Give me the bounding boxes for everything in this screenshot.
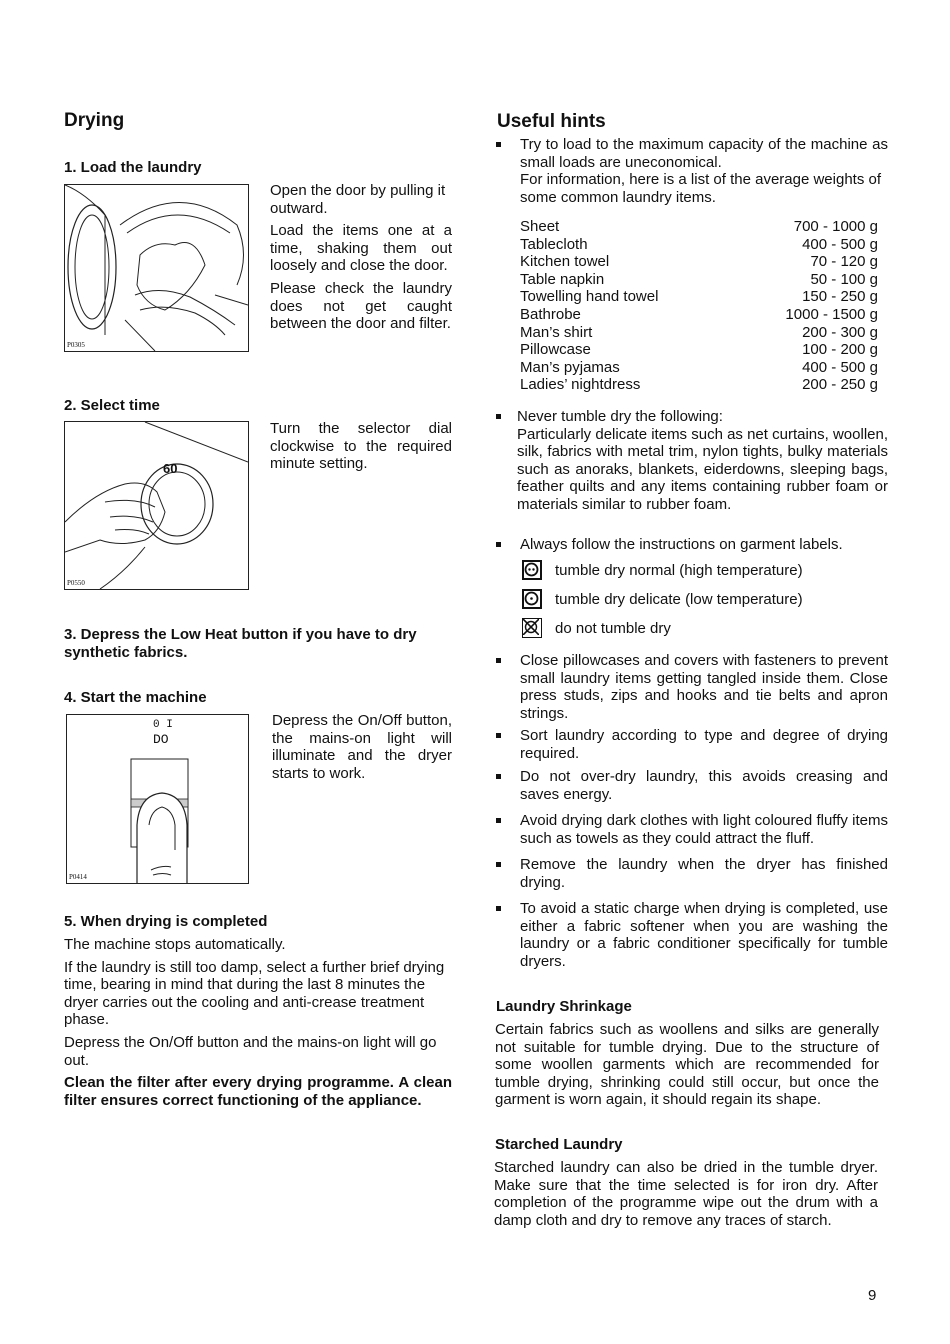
tumble-dry-delicate-icon: [522, 589, 542, 609]
step3-heading: 3. Depress the Low Heat button if you have to dry synthetic fabrics.: [64, 626, 417, 661]
tumble-dry-normal-icon: [522, 560, 542, 580]
load-laundry-illustration: [64, 184, 249, 352]
step1-paragraph: Open the door by pulling it outward.: [270, 182, 446, 217]
hint-text: For information, here is a list of the average weights of some common laundry items.: [520, 171, 882, 206]
weight-row: [520, 341, 878, 359]
bullet: [496, 774, 501, 779]
hint-text: Sort laundry according to type and degree of drying required.: [520, 727, 888, 762]
symbol-label: tumble dry delicate (low temperature): [555, 590, 803, 608]
section-title-drying: Drying: [64, 110, 125, 131]
weight-value: 100 - 200 g: [802, 341, 878, 359]
panel-label-bottom: DO: [153, 732, 169, 747]
step1-text: [270, 182, 452, 333]
selector-dial-illustration: [64, 421, 249, 590]
hint-text: Remove the laundry when the dryer has finished drying.: [520, 856, 888, 891]
weight-row: [520, 236, 878, 254]
weight-row: [520, 288, 878, 306]
weight-row: [520, 324, 878, 342]
step5-paragraph: Depress the On/Off button and the mains-on light will go out.: [64, 1033, 437, 1069]
weight-value: 150 - 250 g: [802, 288, 878, 306]
step1-paragraph: Load the items one at a time, shaking them out loosely and close the door.: [270, 222, 452, 275]
symbol-row: [522, 618, 671, 638]
hint-text: To avoid a static charge when drying is completed, use either a fabric softener when you are washing the laundry or a fabric conditioner specifically for tumble dryers.: [520, 900, 888, 970]
hint-text: Try to load to the maximum capacity of the machine as small loads are uneconomical.: [520, 136, 888, 171]
weight-item: Bathrobe: [520, 305, 581, 323]
weight-item: Table napkin: [520, 270, 605, 288]
filter-note: Clean the filter after every drying programme. A clean filter ensures correct functioning of the appliance.: [64, 1074, 452, 1109]
dial-label: 60: [163, 461, 178, 476]
hint-item: [496, 536, 888, 554]
weight-row: [520, 218, 878, 236]
hint-text: Always follow the instructions on garment labels.: [520, 536, 843, 553]
weight-value: 400 - 500 g: [802, 235, 878, 253]
bullet: [496, 542, 501, 547]
hint-text: Close pillowcases and covers with fasteners to prevent small laundry items getting tangled inside them. Close press studs, zips and hooks and tie belts and apron strings.: [520, 652, 888, 722]
step5-paragraph: If the laundry is still too damp, select a further brief drying time, bearing in mind that during the last 8 minutes the dryer carries out the cooling and anti-crease treatment phase.: [64, 958, 445, 1029]
weight-value: 200 - 300 g: [802, 323, 878, 341]
hint-item: [496, 652, 888, 722]
weight-item: Ladies’ nightdress: [520, 376, 641, 394]
weight-item: Sheet: [520, 218, 560, 235]
step2-text: Turn the selector dial clockwise to the required minute setting.: [270, 420, 452, 473]
hint-item: [496, 900, 888, 970]
step5-heading: 5. When drying is completed: [64, 913, 268, 930]
weight-value: 1000 - 1500 g: [785, 305, 878, 323]
bullet: [496, 733, 501, 738]
weight-value: 50 - 100 g: [810, 270, 878, 288]
weight-item: Kitchen towel: [520, 253, 610, 271]
weight-value: 70 - 120 g: [810, 253, 878, 271]
hint-text: Particularly delicate items such as net curtains, woollen, silk, fabrics with metal trim, nylon tights, bulky materials such as anoraks, blankets, eiderdowns, sleeping bags, feather quilts and any items containing rubber foam or materials similar to rubber foam.: [517, 425, 889, 513]
bullet: [496, 906, 501, 911]
step4-heading: 4. Start the machine: [64, 689, 207, 706]
figure-code: P0305: [67, 341, 85, 349]
hint-item: [496, 408, 888, 514]
hint-item: [496, 136, 888, 206]
symbol-label: tumble dry normal (high temperature): [555, 561, 803, 579]
step5-text: [64, 936, 452, 1109]
weight-row: [520, 359, 878, 377]
shrinkage-text: Certain fabrics such as woollens and silks are generally not suitable for tumble drying. Due to the structure of some woollen garments which are recommended for tumble drying, shrinking could still occur, but once the garment is worn again, it should regain its shape.: [495, 1021, 879, 1109]
step2-heading: 2. Select time: [64, 397, 160, 414]
weight-value: 400 - 500 g: [802, 358, 878, 376]
weight-value: 700 - 1000 g: [793, 218, 878, 235]
on-off-button-illustration: [66, 714, 249, 884]
weight-item: Tablecloth: [520, 235, 588, 253]
weight-item: Pillowcase: [520, 341, 591, 359]
weight-item: Man’s pyjamas: [520, 358, 620, 376]
weight-item: Man’s shirt: [520, 323, 593, 341]
bullet: [496, 414, 501, 419]
step5-paragraph: The machine stops automatically.: [64, 936, 286, 953]
page-number: 9: [868, 1287, 877, 1304]
symbol-row: [522, 589, 803, 609]
do-not-tumble-dry-icon: [522, 618, 542, 638]
panel-label-top: 0 I: [153, 719, 173, 731]
hint-item: [496, 768, 888, 803]
step1-heading: 1. Load the laundry: [64, 159, 202, 176]
starched-text: Starched laundry can also be dried in the tumble dryer. Make sure that the time selected is for iron dry. After completion of the programme wipe out the drum with a damp cloth and dry to remove any traces of starch.: [494, 1159, 878, 1229]
weight-row: [520, 376, 878, 394]
weight-row: [520, 271, 878, 289]
hint-text: Never tumble dry the following:: [517, 408, 723, 425]
bullet: [496, 862, 501, 867]
section-title-useful-hints: Useful hints: [497, 111, 606, 132]
bullet: [496, 142, 501, 147]
hint-text: Avoid drying dark clothes with light coloured fluffy items such as towels as they could attract the fluff.: [520, 812, 888, 847]
laundry-weights-table: [520, 218, 878, 394]
hint-item: [496, 856, 888, 891]
weight-item: Towelling hand towel: [520, 288, 659, 306]
starched-heading: Starched Laundry: [495, 1136, 623, 1153]
step4-text: Depress the On/Off button, the mains-on light will illuminate and the dryer starts to work.: [272, 712, 452, 782]
weight-row: [520, 306, 878, 324]
bullet: [496, 818, 501, 823]
step1-paragraph: Please check the laundry does not get caught between the door and filter.: [270, 279, 452, 333]
figure-code: P0414: [69, 873, 87, 881]
hint-text: Do not over-dry laundry, this avoids creasing and saves energy.: [520, 768, 888, 803]
shrinkage-heading: Laundry Shrinkage: [496, 998, 632, 1015]
bullet: [496, 658, 501, 663]
weight-row: [520, 253, 878, 271]
hint-item: [496, 727, 888, 762]
figure-code: P0550: [67, 579, 85, 587]
symbol-row: [522, 560, 803, 580]
weight-value: 200 - 250 g: [802, 376, 878, 394]
symbol-label: do not tumble dry: [555, 619, 671, 637]
hint-item: [496, 812, 888, 847]
